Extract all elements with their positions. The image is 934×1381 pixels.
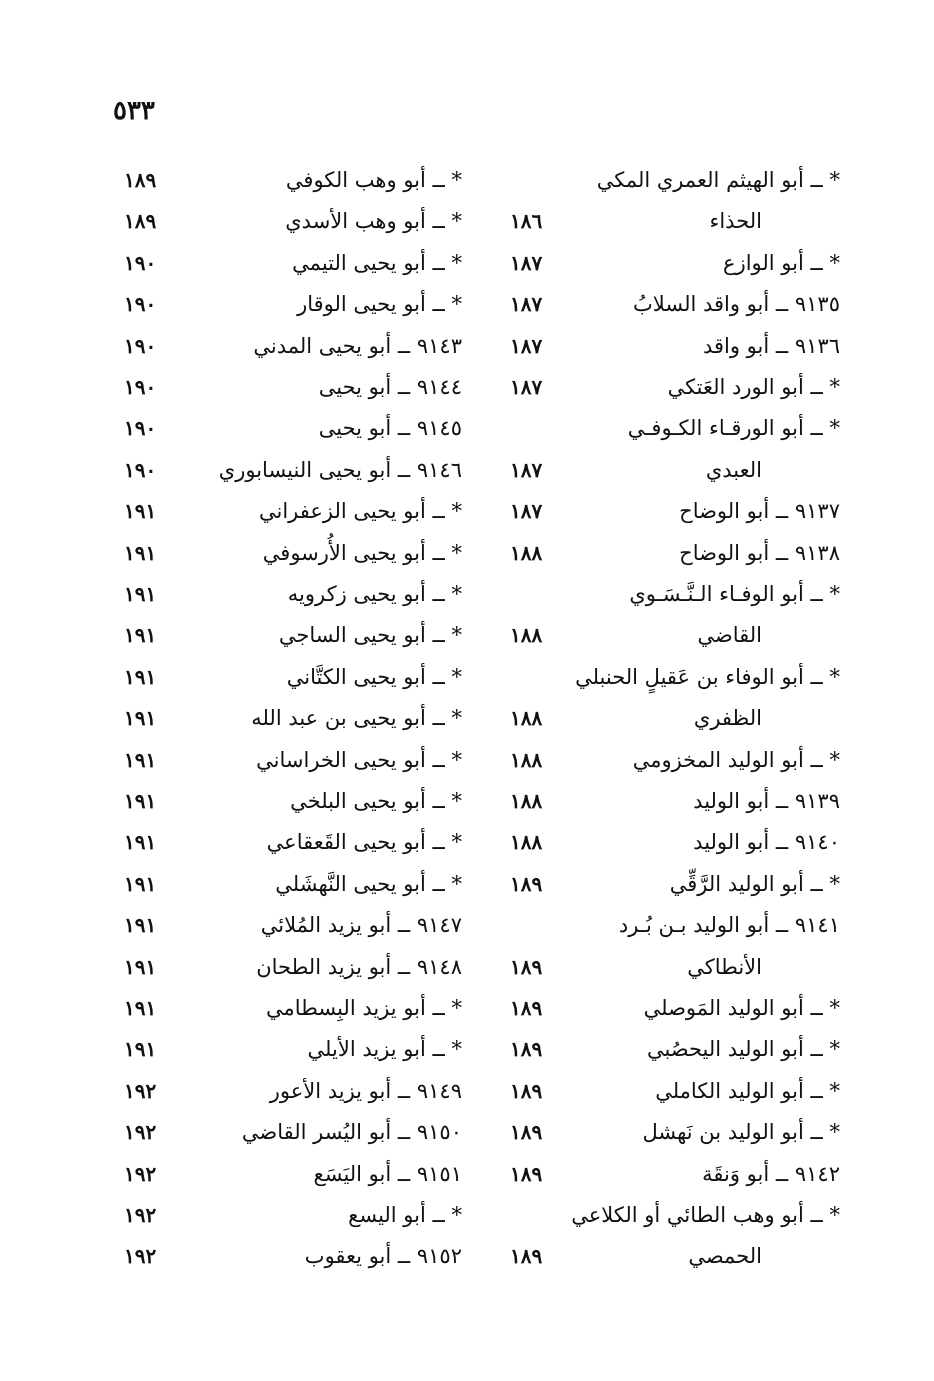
index-entry [500,866,840,902]
entry-name: * ــ أبو يحيى الكتَّاني [286,664,462,689]
index-entry [118,1156,462,1192]
index-entry [118,369,462,405]
entry-page-number: ١٩١ [124,996,157,1020]
entry-page-number: ١٨٦ [510,209,543,234]
index-entry [118,949,462,985]
entry-name: * ــ أبو الوليد الرَّقِّي [669,871,840,896]
entry-page-number: ١٩٢ [124,1244,157,1269]
index-entry [500,990,840,1026]
entry-name: * ــ أبو الوليد المخزومي [632,747,840,772]
index-entry [118,1073,462,1109]
index-entry [118,824,462,860]
entry-name: * ــ أبو يحيى الزعفراني [258,499,462,524]
index-entry [118,742,462,778]
index-entry [118,576,462,612]
entry-name: * ــ أبو يحيى زكرويه [287,582,462,606]
entry-page-number: ١٩١ [124,1037,157,1062]
entry-page-number: ١٨٧ [510,499,543,524]
entry-page-number: ١٩١ [124,499,157,524]
index-entry [118,907,462,943]
entry-page-number: ١٩١ [124,830,157,855]
entry-page-number: ١٨٩ [124,168,157,192]
entry-name: ٩١٣٩ ــ أبو الوليد [693,789,840,813]
index-entry [500,535,840,571]
entry-name: * ــ أبو يحيى القَعقاعي [266,830,462,855]
entry-name: ٩١٣٦ ــ أبو واقد [702,333,840,358]
entry-page-number: ١٨٨ [510,830,543,855]
index-entry [118,1031,462,1067]
index-entry [118,1238,462,1274]
entry-page-number: ١٨٩ [510,871,543,896]
entry-page-number: ١٩١ [124,706,157,731]
entry-name: ٩١٥٢ ــ أبو يعقوب [304,1244,462,1269]
index-entry [500,742,840,778]
entry-name: * ــ أبو اليسع [348,1203,462,1227]
index-entry [118,203,462,239]
entry-name: * ــ أبو يحيى الأُرسوفي [262,540,462,565]
index-entry [118,659,462,695]
entry-name: * ــ أبو الوليد المَوصلي [643,996,840,1020]
index-entry [118,245,462,281]
page-number: ٥٣٣ [113,96,155,126]
entry-name: ٩١٤٨ ــ أبو يزيد الطحان [256,954,462,979]
index-entry [118,410,462,446]
entry-page-number: ١٩١ [124,871,157,896]
entry-name: ٩١٣٥ ــ أبو واقد السلابُ [633,292,840,317]
entry-name: ٩١٤٧ ــ أبو يزيد المُلائي [260,913,462,938]
entry-page-number: ١٩١ [124,913,157,938]
entry-page-number: ١٨٧ [510,292,543,317]
entry-page-number: ١٩٢ [124,1161,157,1186]
entry-name: ٩١٥٠ ــ أبو اليُسر القاضي [241,1120,462,1145]
index-entry [500,1156,840,1192]
entry-page-number: ١٩١ [124,954,157,979]
index-entry [500,369,840,405]
index-entry [500,783,840,819]
index-entry [500,1114,840,1150]
entry-page-number: ١٩٠ [124,375,157,399]
entry-page-number: ١٩١ [124,789,157,813]
entry-page-number: ١٨٩ [510,996,543,1020]
entry-name: * ــ أبو يحيى الخراساني [256,747,462,772]
entry-page-number: ١٩١ [124,540,157,565]
index-entry [118,493,462,529]
index-entry [500,1238,840,1274]
index-entry [500,700,840,736]
index-entry [500,162,840,198]
entry-name: * ــ أبو الورقـاء الكـوفـي [627,416,840,441]
index-entry [500,1031,840,1067]
entry-name: * ــ أبو الوفاء بن عَقيلٍ الحنبلي [575,664,840,689]
entry-name: * ــ أبو الهيثم العمري المكي [596,168,840,192]
index-entry [500,824,840,860]
entry-page-number: ١٨٨ [510,623,543,648]
entry-name: القاضي [697,623,762,648]
entry-name: ٩١٤٢ ــ أبو وَنقَة [702,1161,840,1186]
entry-name: ٩١٤٣ ــ أبو يحيى المدني [253,333,462,358]
entry-name: * ــ أبو الوليد الكاملي [655,1078,840,1103]
entry-page-number: ١٩٠ [124,250,157,275]
entry-page-number: ١٩١ [124,747,157,772]
entry-name: * ــ أبو وهب الكوفي [285,168,462,192]
entry-name: * ــ أبو الوليد اليحصُبي [646,1037,840,1062]
entry-name: * ــ أبو يزيد البِسطامي [265,996,462,1020]
entry-page-number: ١٩١ [124,623,157,648]
entry-page-number: ١٨٩ [510,1161,543,1186]
index-entry [118,162,462,198]
entry-page-number: ١٩٠ [124,416,157,441]
entry-name: الظفري [693,706,762,731]
entry-page-number: ١٩٢ [124,1078,157,1103]
entry-page-number: ١٨٧ [510,375,543,399]
entry-page-number: ١٩١ [124,664,157,689]
entry-name: * ــ أبو يحيى الساجي [278,623,462,648]
entry-page-number: ١٨٧ [510,457,543,482]
entry-name: الحمصي [688,1244,762,1269]
entry-name: ٩١٣٧ ــ أبو الوضاح [679,499,840,524]
index-entry [500,328,840,364]
entry-name: ٩١٤٤ ــ أبو يحيى [318,375,462,399]
index-entry [500,1197,840,1233]
index-entry [118,990,462,1026]
entry-name: ٩١٤٦ ــ أبو يحيى النيسابوري [218,457,462,482]
entry-name: ٩١٥١ ــ أبو اليَسَع [313,1161,462,1186]
index-entry [118,783,462,819]
index-entry [500,286,840,322]
entry-page-number: ١٩١ [124,582,157,606]
entry-name: * ــ أبو الوليد بن نَهشل [642,1120,840,1145]
entry-page-number: ١٩٠ [124,457,157,482]
entry-name: * ــ أبو وهب الطائي أو الكلاعي [571,1203,840,1227]
index-entry [118,700,462,736]
entry-name: * ــ أبو الوازع [723,250,840,275]
index-entry [500,949,840,985]
entry-name: * ــ أبو يحيى الوقار [297,292,462,317]
index-entry [118,286,462,322]
entry-name: * ــ أبو يحيى البلخي [290,789,462,813]
entry-name: ٩١٤١ ــ أبو الوليد بـن بُـرد [618,913,840,938]
index-entry [500,493,840,529]
entry-name: ٩١٤٩ ــ أبو يزيد الأعور [269,1078,462,1103]
entry-page-number: ١٩٠ [124,292,157,317]
entry-page-number: ١٨٩ [510,1078,543,1103]
index-entry [118,1197,462,1233]
index-entry [500,576,840,612]
entry-page-number: ١٨٩ [124,209,157,234]
entry-name: * ــ أبو وهب الأسدي [285,209,462,234]
entry-name: ٩١٤٥ ــ أبو يحيى [318,416,462,441]
entry-name: الحذاء [709,209,762,234]
entry-page-number: ١٨٧ [510,250,543,275]
entry-page-number: ١٨٩ [510,1244,543,1269]
entry-page-number: ١٨٨ [510,540,543,565]
index-entry [500,203,840,239]
entry-name: ٩١٣٨ ــ أبو الوضاح [679,540,840,565]
entry-page-number: ١٨٨ [510,789,543,813]
index-entry [118,617,462,653]
index-entry [500,452,840,488]
entry-page-number: ١٨٨ [510,747,543,772]
index-entry [500,245,840,281]
entry-name: * ــ أبو الوفـاء الـنَّـسَـوي [629,582,840,606]
entry-name: العبدي [705,457,762,482]
index-entry [500,1073,840,1109]
index-entry [500,907,840,943]
index-entry [118,866,462,902]
entry-name: * ــ أبو يحيى النَّهشَلي [275,871,462,896]
index-entry [118,328,462,364]
index-entry [118,452,462,488]
index-entry [500,410,840,446]
index-entry [500,617,840,653]
entry-page-number: ١٩٢ [124,1203,157,1227]
entry-name: * ــ أبو يزيد الأيلي [307,1037,462,1062]
entry-page-number: ١٨٧ [510,333,543,358]
entry-name: ٩١٤٠ ــ أبو الوليد [693,830,840,855]
entry-name: الأنطاكي [687,954,762,979]
entry-name: * ــ أبو الورد العَتكي [667,375,840,399]
entry-page-number: ١٨٩ [510,1037,543,1062]
index-entry [118,535,462,571]
entry-page-number: ١٨٩ [510,1120,543,1145]
entry-page-number: ١٨٨ [510,706,543,731]
entry-page-number: ١٩٠ [124,333,157,358]
index-entry [500,659,840,695]
entry-name: * ــ أبو يحيى التيمي [292,250,462,275]
entry-name: * ــ أبو يحيى بن عبد الله [251,706,462,731]
index-entry [118,1114,462,1150]
entry-page-number: ١٨٩ [510,954,543,979]
entry-page-number: ١٩٢ [124,1120,157,1145]
